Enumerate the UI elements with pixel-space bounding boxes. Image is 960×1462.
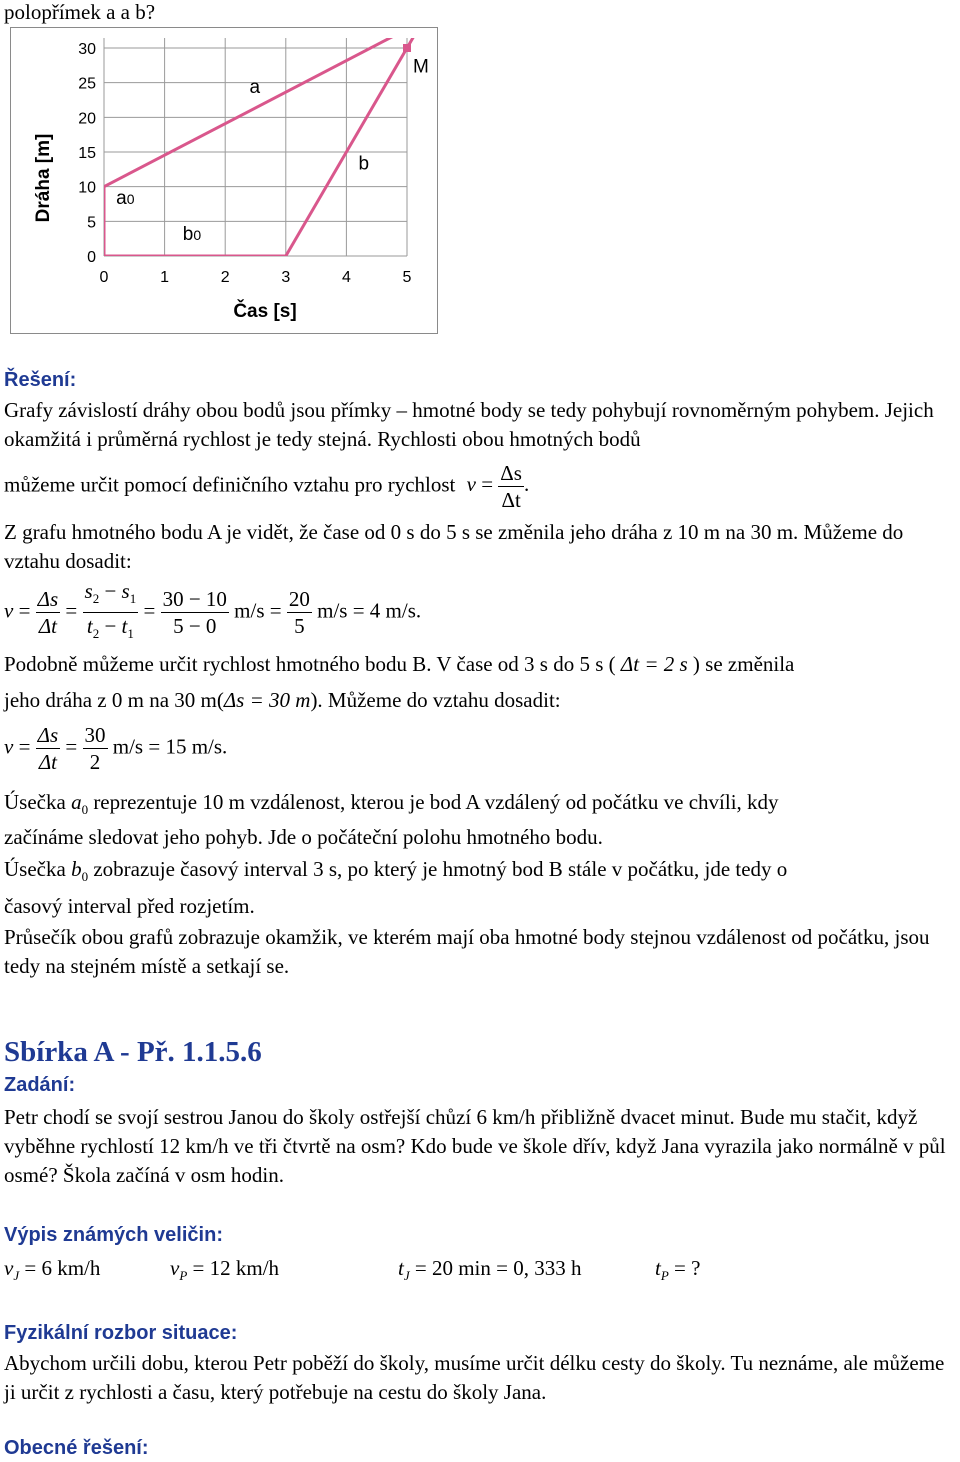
frac-den: 2 <box>89 750 101 774</box>
frac-num: 20 <box>288 587 310 612</box>
p3-delta-s: Δs = 30 m <box>223 688 311 712</box>
y-tick-label: 30 <box>78 41 96 58</box>
p3-delta-t: Δt = 2 s <box>620 652 688 676</box>
fraction-ds-dt <box>36 722 61 775</box>
eq-equals: = <box>481 472 494 497</box>
frac-num: 30 <box>84 723 106 747</box>
eq-v: v <box>466 472 476 497</box>
sym-t: t <box>86 614 93 639</box>
known-vJ <box>4 1256 100 1284</box>
sym-tJ: t <box>398 1256 404 1280</box>
y-tick-label: 15 <box>78 145 96 162</box>
eq-equals: = <box>65 734 78 759</box>
eq-equals: = <box>18 598 31 623</box>
series-line-a <box>104 28 437 187</box>
sub-0: 0 <box>81 802 89 818</box>
sym-t: t <box>121 614 128 639</box>
paragraph-4-line1 <box>4 790 779 818</box>
paragraph-1: Grafy závislostí dráhy obou bodů jsou přímky – hmotné body se tedy pohybují rovnoměrným pohybem. Jejich okamžitá i průměrná rychlost je tedy stejná. Rychlosti obou hmotných bodů <box>4 398 934 451</box>
x-tick-label: 1 <box>160 269 170 286</box>
paragraph-5-line2: časový interval před rozjetím. <box>4 894 255 918</box>
paragraph-1b-text: můžeme určit pomocí definičního vztahu pro rychlost <box>4 472 456 497</box>
annotation-a0: a0 <box>116 188 135 209</box>
sym-vP: v <box>170 1256 180 1280</box>
paragraph-5-line1 <box>4 857 787 885</box>
y-tick-label: 10 <box>78 179 96 197</box>
p3-text: Podobně můžeme určit rychlost hmotného bodu B. V čase od 3 s do 5 s ( <box>4 652 616 676</box>
frac-num: Δs <box>37 723 59 747</box>
y-tick-label: 5 <box>87 214 96 232</box>
equation-B <box>4 722 227 775</box>
frac-den: 5 − 0 <box>173 614 217 639</box>
frac-den: 5 <box>294 614 305 639</box>
p3-text: ). Můžeme do vztahu dosadit: <box>310 688 561 712</box>
chart-svg <box>11 28 437 333</box>
symbol-a: a <box>71 790 82 814</box>
eq-dot: . <box>222 734 228 759</box>
y-tick-label: 25 <box>78 75 96 93</box>
sub-1: 1 <box>127 626 134 642</box>
known-vP <box>170 1256 279 1284</box>
known-tP <box>655 1256 700 1284</box>
eq-v: v <box>4 598 14 623</box>
known-quantities-heading: Výpis známých veličin: <box>4 1224 223 1246</box>
frac-den: Δt <box>501 488 521 512</box>
minus: − <box>104 579 117 603</box>
value-vJ: = 6 km/h <box>24 1256 101 1280</box>
y-axis-label: Dráha [m] <box>33 133 54 223</box>
paragraph-2: Z grafu hmotného bodu A je vidět, že čase od 0 s do 5 s se změnila jeho dráha z 10 m na 30 m. Můžeme do vztahu dosadit: <box>4 520 904 573</box>
frac-num: 30 − 10 <box>162 587 227 612</box>
x-tick-label: 5 <box>402 269 412 286</box>
p3-text: ) se změnila <box>692 652 795 676</box>
frac-num: Δs <box>37 587 59 612</box>
sub-0: 0 <box>81 869 89 885</box>
assignment-text: Petr chodí se svojí sestrou Janou do školy ostřejší chůzí 6 km/h přibližně dvacet minut. Bude mu stačit, když vyběhne rychlostí 12 km/h ve tři čtvrtě na osm? Kdo bude ve škole dřív, když Jana vyrazila jako normálně v půl osmé? Škola začíná v osm hodin. <box>4 1105 946 1187</box>
point-M-marker <box>403 44 411 52</box>
sub-2: 2 <box>92 626 100 642</box>
sub-P: P <box>179 1268 188 1284</box>
known-tJ <box>398 1256 581 1284</box>
x-tick-label: 0 <box>99 269 109 286</box>
frac-den: Δt <box>38 750 57 774</box>
frac-den: Δt <box>38 614 57 639</box>
paragraph-6: Průsečík obou grafů zobrazuje okamžik, ve kterém mají oba hmotné body stejnou vzdálenost od počátku, jsou tedy na stejném místě a setkají se. <box>4 925 930 978</box>
general-solution-heading: Obecné řešení: <box>4 1437 149 1459</box>
fraction-values <box>83 722 108 775</box>
eq-equals: = <box>143 598 156 623</box>
top-line: polopřímek a a b? <box>4 0 156 24</box>
value-tJ: = 20 min = 0, 333 h <box>414 1256 582 1280</box>
x-axis-label: Čas [s] <box>233 301 297 322</box>
annotation-b0: b0 <box>182 224 202 246</box>
y-tick-label: 0 <box>87 249 96 266</box>
eq-equals: = <box>352 598 365 623</box>
equation-A <box>4 578 421 647</box>
unit: m/s <box>112 734 144 759</box>
paragraph-1b <box>4 460 529 513</box>
fraction-values <box>161 586 229 639</box>
sub-J: J <box>13 1268 20 1284</box>
sub-J: J <box>403 1268 410 1284</box>
sub-1: 1 <box>129 591 137 607</box>
y-tick-label: 20 <box>78 110 96 128</box>
eq-equals: = <box>18 734 31 759</box>
paragraph-4-line2: začínáme sledovat jeho pohyb. Jde o počáteční polohu hmotného bodu. <box>4 825 603 849</box>
fraction-ds-dt <box>36 586 61 639</box>
minus: − <box>104 614 117 639</box>
fraction-result <box>287 586 312 639</box>
assignment-heading: Zadání: <box>4 1074 76 1096</box>
sym-s: s <box>121 579 130 603</box>
p5-text: Úsečka <box>4 857 66 881</box>
eq-dot: . <box>415 598 422 623</box>
eq-dot: . <box>523 472 530 497</box>
sub-2: 2 <box>92 591 100 607</box>
p3-text: jeho dráha z 0 m na 30 m( <box>4 688 224 712</box>
p4-text: Úsečka <box>4 790 66 814</box>
unit: m/s <box>317 598 348 623</box>
p5-text: zobrazuje časový interval 3 s, po který je hmotný bod B stále v počátku, jde tedy o <box>93 857 788 881</box>
solution-heading: Řešení: <box>4 369 77 391</box>
exercise-title: Sbírka A - Př. 1.1.5.6 <box>4 1036 262 1068</box>
value-vP: = 12 km/h <box>192 1256 280 1280</box>
x-tick-label: 4 <box>341 269 351 286</box>
eq-equals: = <box>65 598 78 623</box>
physical-analysis-heading: Fyzikální rozbor situace: <box>4 1322 238 1344</box>
distance-time-chart <box>10 27 438 334</box>
result: 15 m/s <box>165 734 223 759</box>
paragraph-3-line1 <box>4 652 794 677</box>
annotation-M: M <box>413 56 429 78</box>
value-tP: = ? <box>674 1256 701 1280</box>
eq-equals: = <box>148 734 161 759</box>
unit: m/s <box>234 598 265 623</box>
x-tick-label: 3 <box>281 269 291 286</box>
sym-tP: t <box>655 1256 661 1280</box>
sub-P: P <box>660 1268 669 1284</box>
eq-equals: = <box>269 598 282 623</box>
physical-analysis-text: Abychom určili dobu, kterou Petr poběží do školy, musíme určit délku cesty do školy. Tu neznáme, ale můžeme ji určit z rychlosti a času, který potřebuje na cestu do školy Jana. <box>4 1351 945 1404</box>
paragraph-3-line2 <box>4 688 561 713</box>
sym-vJ: v <box>4 1256 14 1280</box>
eq-v: v <box>4 734 14 759</box>
x-tick-label: 2 <box>220 269 230 286</box>
p4-text: reprezentuje 10 m vzdálenost, kterou je bod A vzdálený od počátku ve chvíli, kdy <box>93 790 779 814</box>
sym-s: s <box>84 579 93 603</box>
frac-num: Δs <box>500 461 522 485</box>
annotation-a: a <box>249 77 261 99</box>
annotation-b: b <box>358 153 370 175</box>
result: 4 m/s <box>369 598 416 623</box>
fraction-ds-dt <box>498 460 524 513</box>
symbol-b: b <box>71 857 82 881</box>
fraction-s-t <box>83 578 139 647</box>
